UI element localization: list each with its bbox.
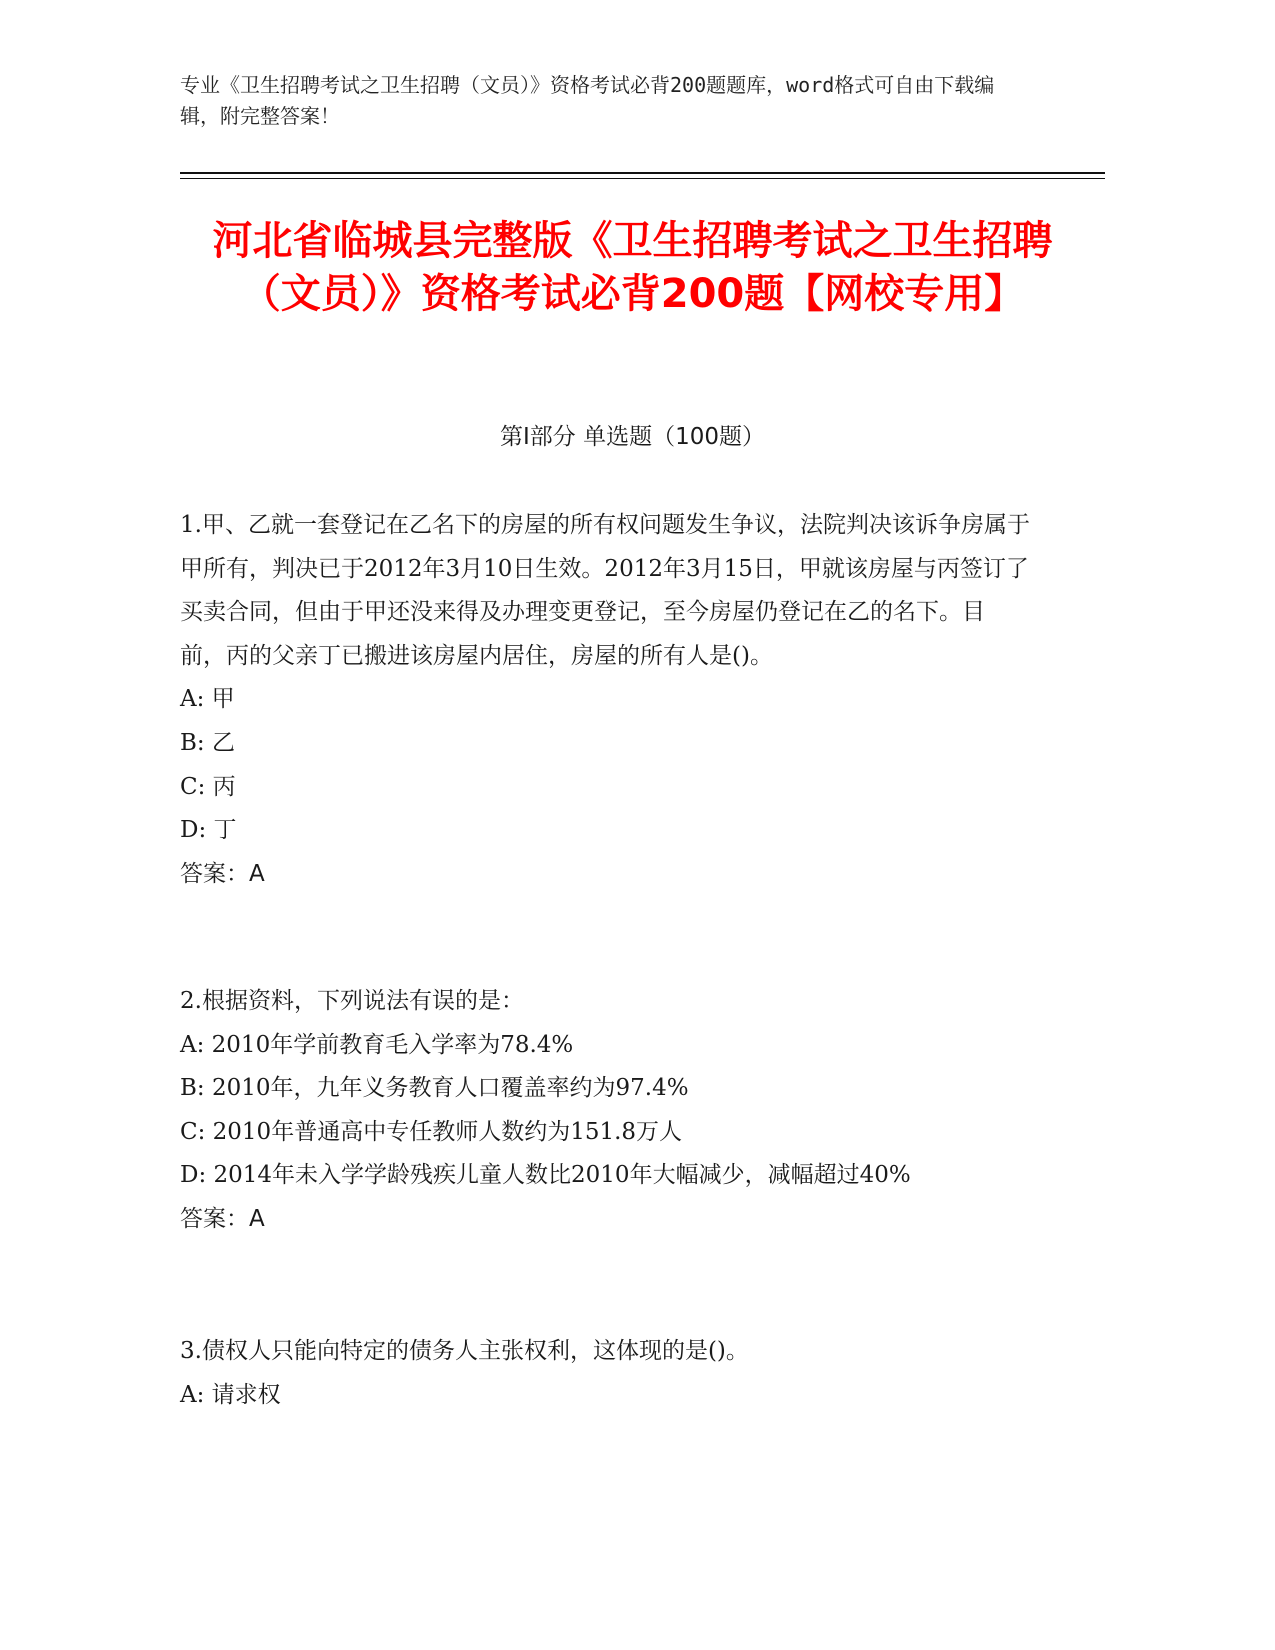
section-heading: 第I部分 单选题（100题） — [500, 424, 765, 450]
option-d: D: 丁 — [180, 817, 237, 844]
question-stem: 2.根据资料，下列说法有误的是： — [180, 988, 524, 1014]
option-b: B: 2010年，九年义务教育人口覆盖率约为97.4% — [180, 1075, 689, 1102]
question-3 — [180, 1330, 1030, 1417]
option-b: B: 乙 — [180, 729, 235, 756]
answer: 答案：A — [180, 1205, 265, 1232]
option-c: C: 2010年普通高中专任教师人数约为151.8万人 — [180, 1118, 683, 1145]
question-1 — [180, 504, 1030, 896]
option-a: A: 请求权 — [180, 1381, 281, 1408]
answer: 答案：A — [180, 860, 265, 887]
header-note: 专业《卫生招聘考试之卫生招聘（文员）》资格考试必背200题题库，word格式可自由下载编辑，附完整答案！ — [180, 73, 995, 128]
option-c: C: 丙 — [180, 773, 236, 800]
document-title: 河北省临城县完整版《卫生招聘考试之卫生招聘（文员）》资格考试必背200题【网校专用】 — [212, 218, 1053, 317]
question-2 — [180, 980, 1030, 1242]
question-stem: 1.甲、乙就一套登记在乙名下的房屋的所有权问题发生争议，法院判决该诉争房属于甲所有，判决已于2012年3月10日生效。2012年3月15日，甲就该房屋与丙签订了买卖合同，但由于甲还没来得及办理变更登记，至今房屋仍登记在乙的名下。目前，丙的父亲丁已搬进该房屋内居住，房屋的所有人是()。 — [180, 512, 1030, 669]
question-stem: 3.债权人只能向特定的债务人主张权利，这体现的是()。 — [180, 1338, 749, 1364]
header-rule-thin — [180, 178, 1105, 179]
option-d: D: 2014年未入学学龄残疾儿童人数比2010年大幅减少，减幅超过40% — [180, 1162, 911, 1189]
option-a: A: 2010年学前教育毛入学率为78.4% — [180, 1031, 574, 1058]
option-a: A: 甲 — [180, 686, 235, 713]
header-rule-thick — [180, 172, 1105, 174]
